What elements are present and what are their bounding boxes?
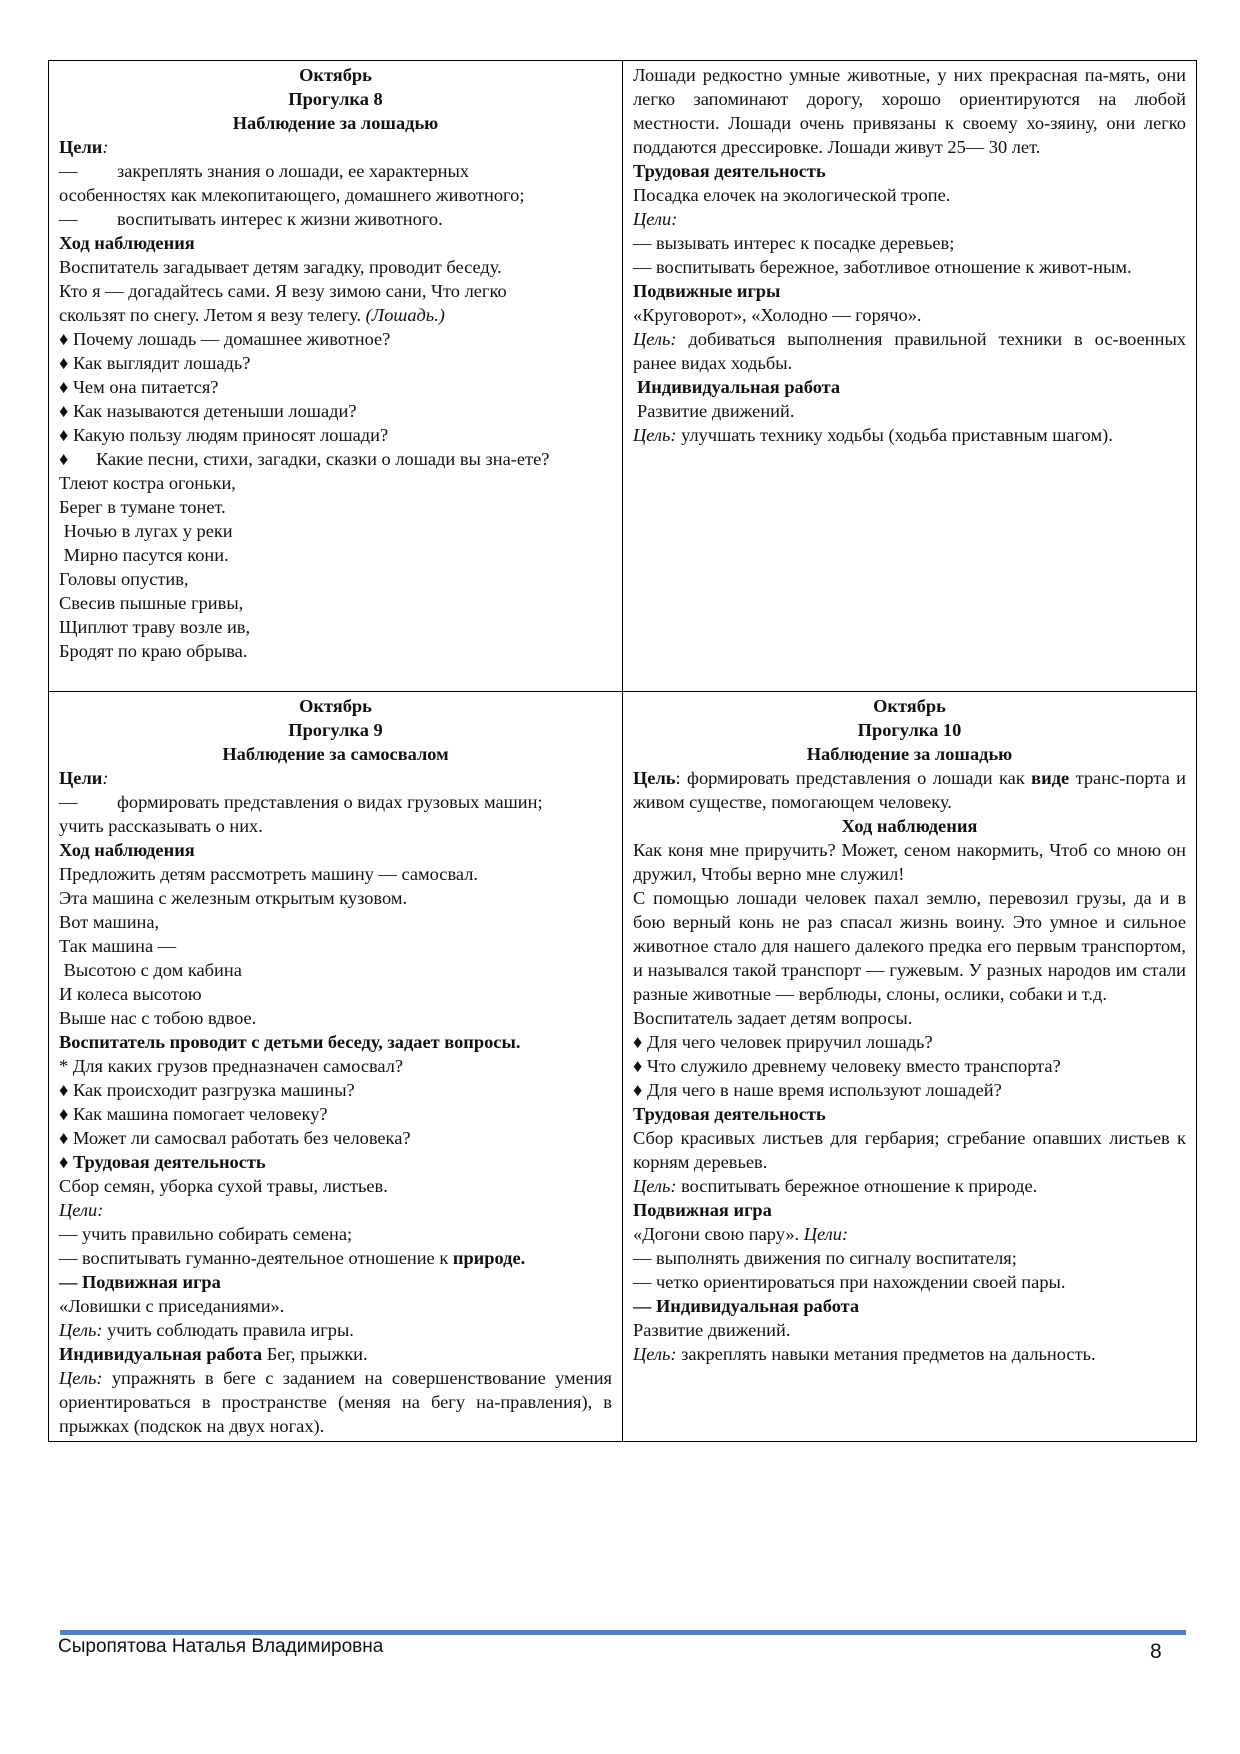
- walk8-game-goal: [633, 327, 1186, 375]
- cell-walk-10: [623, 692, 1197, 1442]
- walk10-question-2: ♦ Что служило древнему человеку вместо транспорта?: [633, 1056, 1061, 1076]
- walk8-poem-line: Берег в тумане тонет.: [59, 497, 226, 517]
- walk8-game-goal-label: Цель:: [633, 329, 677, 349]
- walk9-game-goal-text: учить соблюдать правила игры.: [102, 1320, 354, 1340]
- walk10-labor-goal-text: воспитывать бережное отношение к природе.: [676, 1176, 1038, 1196]
- walk9-game-text: «Ловишки с приседаниями».: [59, 1296, 285, 1316]
- walk9-indiv-text: Бег, прыжки.: [262, 1344, 368, 1364]
- walk8-games-text: «Круговорот», «Холодно — горячо».: [633, 305, 922, 325]
- walk10-number: Прогулка 10: [857, 720, 962, 740]
- walk10-game-goals-label: Цели:: [803, 1224, 849, 1244]
- walk8-question-6: ♦ Какие песни, стихи, загадки, сказки о лошади вы зна-ете?: [59, 449, 550, 469]
- walk10-labor-heading: Трудовая деятельность: [633, 1104, 826, 1124]
- walk10-goal-text-c: транс-порта и живом существе, помогающем человеку.: [633, 768, 1186, 812]
- walk8-indiv-goal-label: Цель:: [633, 425, 677, 445]
- walk8-labor-goals-heading: Цели:: [633, 209, 678, 229]
- walk8-poem-line: Свесив пышные гривы,: [59, 593, 244, 613]
- walk9-topic: Наблюдение за самосвалом: [222, 744, 449, 764]
- walk9-goal-dash: —: [59, 792, 78, 812]
- walk8-goal-dash-2: —: [59, 209, 78, 229]
- walk10-ask: Воспитатель задает детям вопросы.: [633, 1008, 913, 1028]
- walk8-riddle-a: Кто я — догадайтесь сами. Я везу зимою сани, Что легко: [59, 281, 507, 301]
- walk8-riddle-answer: (Лошадь.): [365, 305, 445, 325]
- walk8-indiv-text: Развитие движений.: [637, 401, 795, 421]
- walk9-goals2-heading: Цели:: [59, 1200, 104, 1220]
- walk9-line: Высотою с дом кабина: [59, 960, 242, 980]
- walk8-topic: Наблюдение за лошадью: [232, 113, 439, 133]
- footer-divider: [60, 1630, 1186, 1635]
- walks-table: [48, 60, 1197, 1442]
- walk9-indiv-label: Индивидуальная работа: [59, 1344, 263, 1364]
- walk8-riddle-b-text: скользят по снегу. Летом я везу телегу.: [59, 305, 362, 325]
- walk9-labor-label: Трудовая деятельность: [72, 1152, 266, 1172]
- walk9-goal2-2-bold: природе.: [452, 1248, 526, 1268]
- walk9-talk-heading: Воспитатель проводит с детьми беседу, задает вопросы.: [59, 1032, 521, 1052]
- walk9-line: Выше нас с тобою вдвое.: [59, 1008, 257, 1028]
- walk10-labor-text: Сбор красивых листьев для гербария; сгребание опавших листьев к корням деревьев.: [633, 1128, 1186, 1172]
- walk9-goal-1b: учить рассказывать о них.: [59, 816, 263, 836]
- walk8-goal-2-text: воспитывать интерес к жизни животного.: [117, 209, 443, 229]
- walk9-goals-heading: [59, 766, 612, 790]
- walk10-indiv-goal-label: Цель:: [633, 1344, 677, 1364]
- walk10-goal-text-bold: виде: [1031, 768, 1070, 788]
- walk8-question-2: ♦ Как выглядит лошадь?: [59, 353, 251, 373]
- walk10-labor-goal: [633, 1174, 1186, 1198]
- walk9-line: Предложить детям рассмотреть машину — самосвал.: [59, 864, 479, 884]
- walk9-question-1: * Для каких грузов предназначен самосвал?: [59, 1056, 404, 1076]
- walk8-goal-1a-text: закреплять знания о лошади, ее характерных: [117, 161, 469, 181]
- table-row: [49, 61, 1197, 692]
- walk8-poem-line: Мирно пасутся кони.: [59, 545, 229, 565]
- walk10-game-goal-1: — выполнять движения по сигналу воспитателя;: [633, 1248, 1017, 1268]
- walk8-games-heading: Подвижные игры: [633, 281, 781, 301]
- walk10-month: Октябрь: [873, 696, 946, 716]
- walk9-goal-1a-text: формировать представления о видах грузовых машин;: [117, 792, 543, 812]
- walk10-indiv-goal: [633, 1342, 1186, 1366]
- walk9-goal2-2-text: — воспитывать гуманно-деятельное отношение к: [59, 1248, 453, 1268]
- walk8-poem-line: Тлеют костра огоньки,: [59, 473, 236, 493]
- footer-author: Сыропятова Наталья Владимировна: [58, 1636, 384, 1657]
- walk10-indiv-label: Индивидуальная работа: [656, 1296, 860, 1316]
- walk8-course-heading: Ход наблюдения: [59, 233, 195, 253]
- walk8-riddle-b: [59, 303, 612, 327]
- walk8-labor-goal-2: — воспитывать бережное, заботливое отношение к живот-ным.: [633, 257, 1132, 277]
- walk8-indiv-heading: Индивидуальная работа: [637, 377, 841, 397]
- walk10-indiv-text: Развитие движений.: [633, 1320, 791, 1340]
- walk9-game-heading: [59, 1270, 612, 1294]
- walk8-goal-2: [59, 207, 612, 231]
- walk9-indiv-goal-text: упражнять в беге с заданием на совершенствование умения ориентироваться в пространстве (меняя на бегу на-правления), в прыжках (подскок на двух ногах).: [59, 1368, 612, 1436]
- walk8-poem-line: Ночью в лугах у реки: [59, 521, 233, 541]
- walk9-goal-1a: [59, 790, 612, 814]
- walk10-goal-text-a: : формировать представления о лошади как: [675, 768, 1032, 788]
- walk9-goal2-1: — учить правильно собирать семена;: [59, 1224, 353, 1244]
- walk9-game-goal: [59, 1318, 612, 1342]
- walk8-number: Прогулка 8: [288, 89, 383, 109]
- walk9-indiv-goal-label: Цель:: [59, 1368, 103, 1388]
- walk10-labor-goal-label: Цель:: [633, 1176, 677, 1196]
- walk8-poem-line: Щиплют траву возле ив,: [59, 617, 251, 637]
- walk9-indiv: [59, 1342, 612, 1366]
- walk9-indiv-goal: [59, 1366, 612, 1438]
- walk9-labor-heading: [59, 1150, 612, 1174]
- walk8-poem-line: Головы опустив,: [59, 569, 189, 589]
- walk10-game: [633, 1222, 1186, 1246]
- walk8-horse-facts: Лошади редкостно умные животные, у них прекрасная па-мять, они легко запоминают дорогу, хорошо ориентируются на любой местности. Лошади очень привязаны к своему хо-зяину, они легко поддаются дрессировке. Лошади живут 25— 30 лет.: [633, 65, 1186, 157]
- walk9-question-2: ♦ Как происходит разгрузка машины?: [59, 1080, 355, 1100]
- walk9-line: И колеса высотою: [59, 984, 202, 1004]
- walk8-indiv-goal-text: улучшать технику ходьбы (ходьба приставным шагом).: [676, 425, 1113, 445]
- cell-walk-9: [49, 692, 623, 1442]
- table-row: [49, 692, 1197, 1442]
- walk8-game-goal-text: добиваться выполнения правильной техники в ос-военных ранее видах ходьбы.: [633, 329, 1186, 373]
- walk10-poem: Как коня мне приручить? Может, сеном накормить, Чтоб со мною он дружил, Чтобы верно мне служил!: [633, 840, 1186, 884]
- cell-walk-8: [49, 61, 623, 692]
- walk9-month: Октябрь: [299, 696, 372, 716]
- walk8-labor-text: Посадка елочек на экологической тропе.: [633, 185, 951, 205]
- walk8-goal-1b: особенностях как млекопитающего, домашнего животного;: [59, 185, 525, 205]
- walk10-topic: Наблюдение за лошадью: [806, 744, 1013, 764]
- walk8-labor-goal-1: — вызывать интерес к посадке деревьев;: [633, 233, 955, 253]
- walk10-story: С помощью лошади человек пахал землю, перевозил грузы, да и в бою верный конь не раз спасал жизнь воину. Это умное и сильное животное стало для нашего далекого предка его первым транспортом, и назывался такой транспорт — гужевым. У разных народов им стали разные животные — верблюды, слоны, ослики, собаки и т.д.: [633, 888, 1186, 1004]
- walk8-poem-line: Бродят по краю обрыва.: [59, 641, 248, 661]
- walk10-course-heading: Ход наблюдения: [841, 816, 978, 836]
- walk9-goals-label: Цели: [59, 768, 103, 788]
- walk8-goal-dash-1: —: [59, 161, 78, 181]
- walk8-question-5: ♦ Какую пользу людям приносят лошади?: [59, 425, 389, 445]
- walk8-question-3: ♦ Чем она питается?: [59, 377, 219, 397]
- walk9-course-heading: Ход наблюдения: [59, 840, 195, 860]
- walk9-goal2-2: [59, 1246, 612, 1270]
- walk9-number: Прогулка 9: [288, 720, 383, 740]
- walk8-goal-1a: [59, 159, 612, 183]
- walk10-game-heading: Подвижная игра: [633, 1200, 772, 1220]
- walk9-game-goal-label: Цель:: [59, 1320, 103, 1340]
- walk9-labor-diamond: ♦: [59, 1152, 73, 1172]
- walk8-question-4: ♦ Как называются детеныши лошади?: [59, 401, 357, 421]
- walk9-line: Вот машина,: [59, 912, 160, 932]
- walk10-goal: [633, 766, 1186, 814]
- walk9-labor-text: Сбор семян, уборка сухой травы, листьев.: [59, 1176, 388, 1196]
- walk9-game-dash: —: [59, 1272, 82, 1292]
- walk8-goals-heading: [59, 135, 612, 159]
- walk10-indiv-goal-text: закреплять навыки метания предметов на дальность.: [676, 1344, 1096, 1364]
- walk10-question-1: ♦ Для чего человек приручил лошадь?: [633, 1032, 933, 1052]
- walk8-indiv-goal: [633, 423, 1186, 447]
- walk9-line: Эта машина с железным открытым кузовом.: [59, 888, 408, 908]
- walk9-question-3: ♦ Как машина помогает человеку?: [59, 1104, 328, 1124]
- walk10-question-3: ♦ Для чего в наше время используют лошадей?: [633, 1080, 1002, 1100]
- page-number: 8: [1150, 1640, 1162, 1663]
- walk9-game-label: Подвижная игра: [82, 1272, 221, 1292]
- walk8-goals-colon: :: [102, 137, 109, 157]
- walk8-intro: Воспитатель загадывает детям загадку, проводит беседу.: [59, 257, 502, 277]
- walk8-question-1: ♦ Почему лошадь — домашнее животное?: [59, 329, 391, 349]
- walk9-line: Так машина —: [59, 936, 177, 956]
- walk8-labor-heading: Трудовая деятельность: [633, 161, 826, 181]
- walk10-indiv-dash: —: [633, 1296, 656, 1316]
- walk9-goals-colon: :: [102, 768, 109, 788]
- walk8-month: Октябрь: [299, 65, 372, 85]
- walk10-indiv-heading: [633, 1294, 1186, 1318]
- walk8-goals-label: Цели: [59, 137, 103, 157]
- cell-walk-8-continued: [623, 61, 1197, 692]
- walk10-game-goal-2: — четко ориентироваться при нахождении своей пары.: [633, 1272, 1066, 1292]
- walk9-question-4: ♦ Может ли самосвал работать без человека?: [59, 1128, 411, 1148]
- walk10-goal-label: Цель: [633, 768, 676, 788]
- walk10-game-text: «Догони свою пару».: [633, 1224, 804, 1244]
